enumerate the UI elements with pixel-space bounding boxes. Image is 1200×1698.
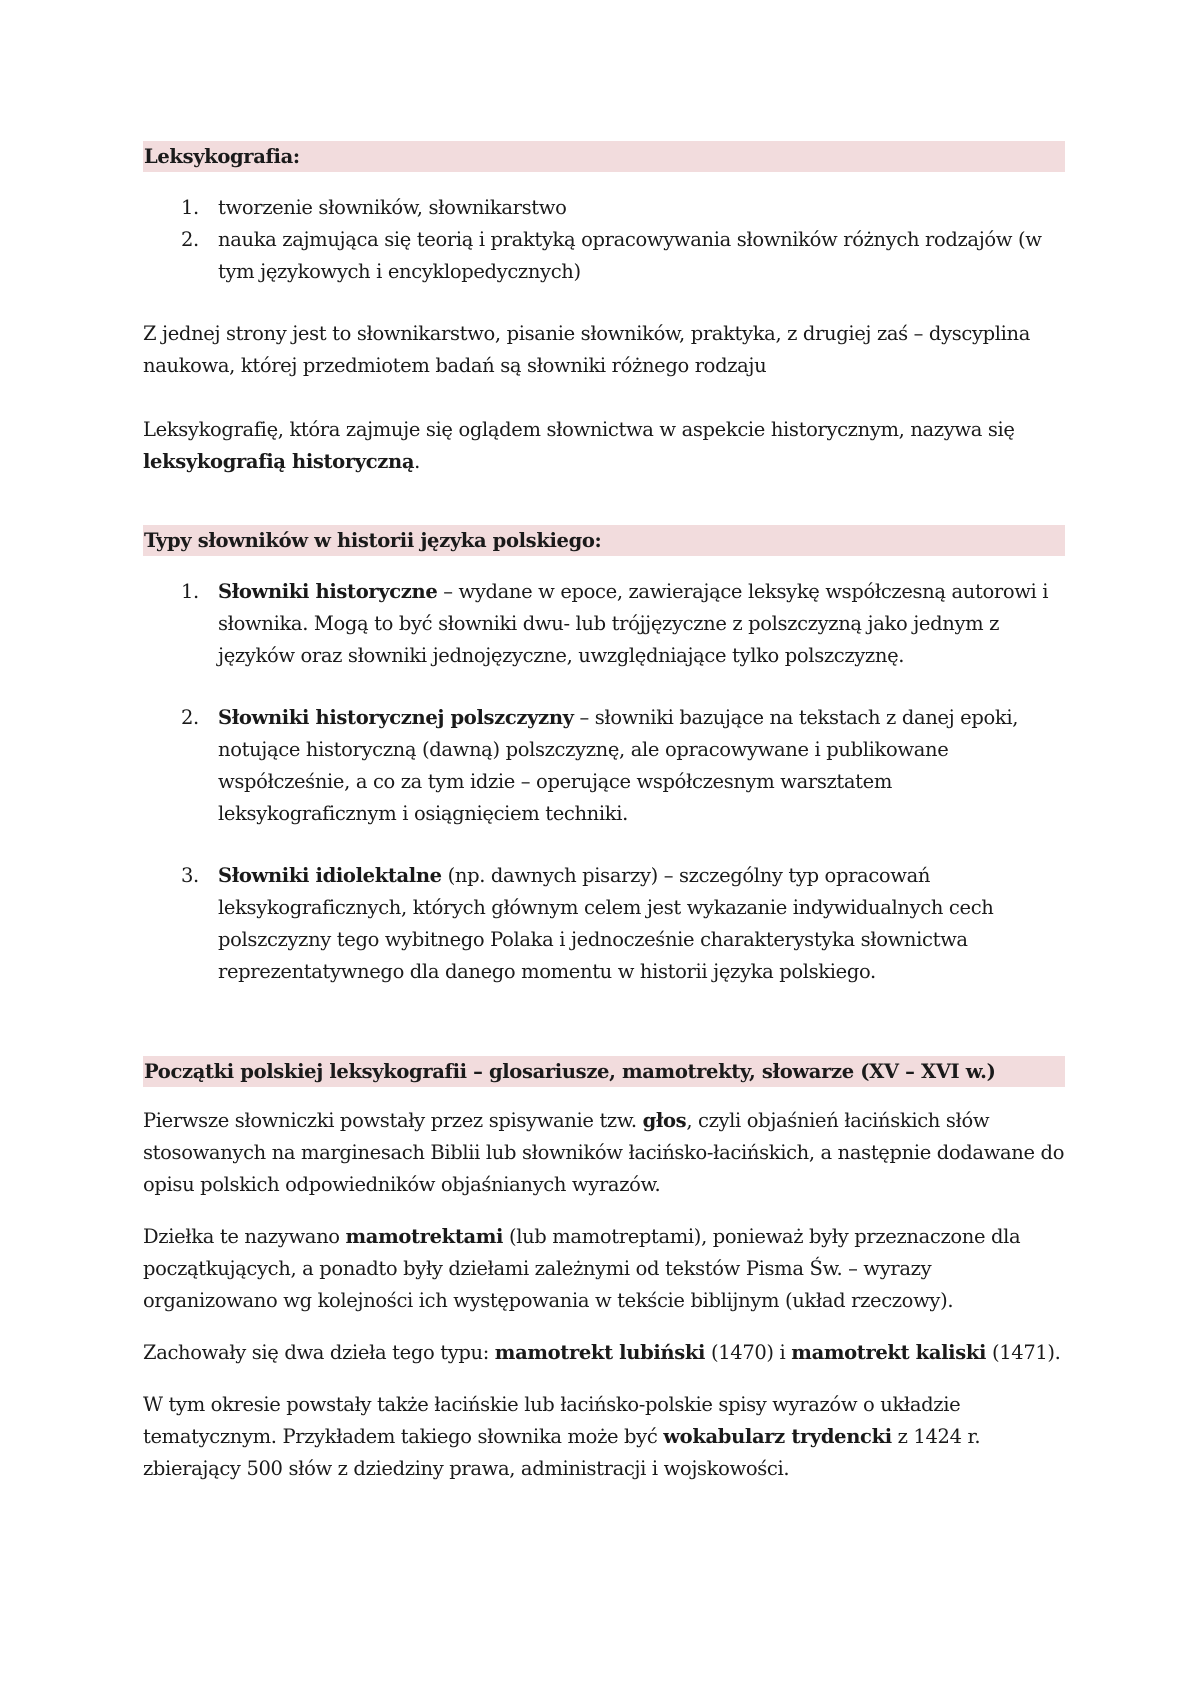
list-item bbox=[143, 860, 1065, 988]
dictionary-types-list bbox=[143, 576, 1065, 988]
paragraph-text: (1471). bbox=[986, 1341, 1061, 1364]
bold-term: Słowniki idiolektalne bbox=[218, 864, 442, 887]
bold-term: leksykografią historyczną bbox=[143, 450, 415, 473]
list-number: 1. bbox=[181, 580, 199, 603]
list-item-text: – wydane w epoce, zawierające leksykę współczesną autorowi i słownika. Mogą to być słowniki dwu- lub trójjęzyczne z polszczyzną jako jednym z języków oraz słowniki jednojęzyczne, uwzględniające tylko polszczyznę. bbox=[218, 580, 1049, 667]
paragraph bbox=[143, 1105, 1065, 1201]
list-number: 2. bbox=[181, 706, 199, 729]
list-item-text: – słowniki bazujące na tekstach z danej epoki, notujące historyczną (dawną) polszczyznę, ale opracowywane i publikowane współcześnie, a co za tym idzie – operujące współczesnym warsztatem leksykograficznym i osiągnięciem techniki. bbox=[218, 706, 1019, 825]
paragraph bbox=[143, 318, 1065, 382]
bold-term: Słowniki historyczne bbox=[218, 580, 438, 603]
paragraph bbox=[143, 1389, 1065, 1485]
paragraph-text: (1470) i bbox=[705, 1341, 792, 1364]
paragraph bbox=[143, 1221, 1065, 1317]
list-number: 1. bbox=[181, 196, 199, 219]
paragraph-text: z 1424 r. zbierający 500 słów z dziedziny prawa, administracji i wojskowości. bbox=[143, 1425, 981, 1480]
paragraph-text: . bbox=[414, 450, 420, 473]
list-item-text: (np. dawnych pisarzy) – szczególny typ opracowań leksykograficznych, których głównym celem jest wykazanie indywidualnych cech polszczyzny tego wybitnego Polaka i jednocześnie charakterystyka słownictwa reprezentatywnego dla danego momentu w historii języka polskiego. bbox=[218, 864, 994, 983]
paragraph-text: Leksykografię, która zajmuje się oglądem słownictwa w aspekcie historycznym, nazywa się bbox=[143, 418, 1015, 441]
paragraph bbox=[143, 1337, 1065, 1369]
list-item bbox=[143, 576, 1065, 672]
bold-term: mamotrektami bbox=[345, 1225, 504, 1248]
paragraph-text: W tym okresie powstały także łacińskie lub łacińsko-polskie spisy wyrazów o układzie tematycznym. Przykładem takiego słownika może być bbox=[143, 1393, 961, 1448]
paragraph-text: Zachowały się dwa dzieła tego typu: bbox=[143, 1341, 495, 1364]
definition-list bbox=[143, 192, 1065, 288]
paragraph-text: , czyli objaśnień łacińskich słów stosowanych na marginesach Biblii lub słowników łacińsko-łacińskich, a następnie dodawane do opisu polskich odpowiedników objaśnianych wyrazów. bbox=[143, 1109, 1065, 1196]
bold-term: mamotrekt lubiński bbox=[494, 1341, 706, 1364]
list-item-text: tworzenie słowników, słownikarstwo bbox=[218, 196, 567, 219]
paragraph-text: Dziełka te nazywano bbox=[143, 1225, 346, 1248]
list-item-text: nauka zajmująca się teorią i praktyką opracowywania słowników różnych rodzajów (w tym językowych i encyklopedycznych) bbox=[218, 228, 1042, 283]
bold-term: głos bbox=[642, 1109, 687, 1132]
document-content bbox=[143, 141, 1065, 1485]
section-heading-leksykografia: Leksykografia: bbox=[143, 141, 1065, 172]
bold-term: wokabularz trydencki bbox=[663, 1425, 892, 1448]
list-number: 3. bbox=[181, 864, 199, 887]
section-heading-poczatki: Początki polskiej leksykografii – glosariusze, mamotrekty, słowarze (XV – XVI w.) bbox=[143, 1056, 1065, 1087]
list-item bbox=[143, 192, 1065, 224]
list-number: 2. bbox=[181, 228, 199, 251]
bold-term: Słowniki historycznej polszczyzny bbox=[218, 706, 574, 729]
list-item bbox=[143, 702, 1065, 830]
paragraph bbox=[143, 414, 1065, 478]
bold-term: mamotrekt kaliski bbox=[791, 1341, 987, 1364]
paragraph-text: Z jednej strony jest to słownikarstwo, pisanie słowników, praktyka, z drugiej zaś – dyscyplina naukowa, której przedmiotem badań są słowniki różnego rodzaju bbox=[143, 322, 1031, 377]
section-heading-typy-slownikow: Typy słowników w historii języka polskiego: bbox=[143, 525, 1065, 556]
paragraph-text: Pierwsze słowniczki powstały przez spisywanie tzw. bbox=[143, 1109, 643, 1132]
paragraph-text: (lub mamotreptami), ponieważ były przeznaczone dla początkujących, a ponadto były dziełami zależnymi od tekstów Pisma Św. – wyrazy organizowano wg kolejności ich występowania w tekście biblijnym (układ rzeczowy). bbox=[143, 1225, 1021, 1312]
list-item bbox=[143, 224, 1065, 288]
